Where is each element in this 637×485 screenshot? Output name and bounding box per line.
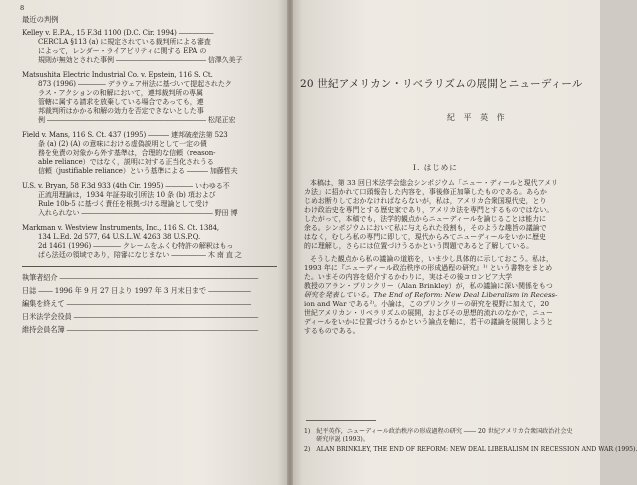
body-line: 研究を発表している。The End of Reform: New Deal Liberalism in Recess- — [304, 291, 558, 299]
case-line: Kelley v. E.P.A., 15 F.3d 1100 (D.C. Cir. 1994) ――――― — [22, 29, 214, 37]
body-line: 世紀アメリカン・リベラリズムの展開，およびその思想的流れのなかで，ニュー — [304, 309, 553, 317]
body-line: したがって，本稿でも，法学的観点からニューディールを論じることは能力に — [304, 215, 547, 223]
book-gutter — [287, 0, 293, 485]
body-line: た。いまその内容を紹介するかわりに，実はその後コロンビア大学 — [304, 273, 513, 281]
body-line: ディールをいかに位置づけうるかという論点を軸に，若干の議論を展開しようと — [304, 318, 554, 326]
case-line: CERCLA §113 (a) に規定されている裁判所による審査 — [38, 38, 211, 46]
case-line: 正流用理論は，1934 年証券取引所法 10 条 (b) 項および — [38, 191, 216, 199]
case-line: 2d 1461 (1996) ―――― クレームをふくむ特許の解釈はもっ — [38, 242, 234, 250]
case-line: 信頼（justifiable reliance）という基準による ――― 加藤哲夫 — [38, 167, 238, 175]
footnote-rule — [306, 420, 376, 421]
right-page — [290, 0, 637, 485]
author-name: 紀 平 英 作 — [447, 113, 508, 122]
case-line: U.S. v. Bryan, 58 F.3d 933 (4th Cir. 1995) ―――― いわゆる不 — [22, 182, 230, 190]
case-line: able reliance）ではなく，説明に対する正当化されうる — [38, 158, 214, 166]
body-line: 教授のアラン・ブリンクリー（Alan Brinkley）が，私の議論に深い関係をもつ — [304, 282, 553, 290]
footnote-line: 1) 紀平英作，ニューディール政治秩序の形成過程の研究 ―― 20 世紀アメリカ合衆国政治社会史 — [304, 428, 573, 435]
case-line: ぱら法廷の領域であり，陪審になじまない ――――― 木 南 直 之 — [38, 251, 242, 259]
case-line: Markman v. Westview Instruments, Inc., 116 S. Ct. 1384, — [22, 224, 220, 232]
case-line: ラス・アクションの和解において，連邦裁判所の専属 — [38, 89, 203, 97]
article-title: 20 世紀アメリカン・リベラリズムの展開とニューディール — [300, 78, 583, 90]
note-line: 維持会員名簿 ――――――――――――――――――――――――――― — [22, 325, 259, 334]
case-line: 入れられない ――――――――――――――――――― 野田 博 — [38, 209, 238, 217]
page-number: 8 — [20, 4, 25, 12]
body-line: じめお断りしておかなければならないが，私は，アメリカ合衆国現代史，とり — [304, 197, 547, 205]
note-line: 執筆者紹介 ―――――――――――――――――――――――――――― — [22, 273, 259, 282]
case-line: 134 L.Ed. 2d 577, 64 U.S.L.W. 4263 38 U.S.P.Q. — [38, 233, 201, 241]
left-page — [0, 0, 289, 485]
case-line: 条 (a) (2) (A) の意味における虚偽説明として一定の債 — [38, 140, 207, 148]
body-line: はなく，むしろ私の専門に即して，現代からみてニューディールをいかに歴史 — [304, 233, 546, 241]
body-line: そうした観点から私の議論の道筋を，いま少し具体的に示しておこう。私は， — [310, 255, 553, 263]
body-line: するものである。 — [304, 327, 360, 335]
case-line: 邦裁判所はかかる和解の効力を否定できないとした事 — [38, 107, 204, 115]
note-line: 編集を終えて ―――――――――――――――――――――――――― — [22, 299, 251, 308]
case-line: 規則が無効とされた事例 ――――――――――――― 信澤久美子 — [38, 56, 243, 64]
divider — [22, 266, 277, 267]
body-line: 1993 年に『ニューディール政治秩序の形成過程の研究』¹⁾ という書物をまとめ — [304, 264, 553, 272]
body-line: 本稿は，第 33 回日米法学会総会シンポジウム「ニュー・ディールと現代アメリ — [310, 179, 558, 187]
body-line: カ法」に招かれて口頭報告した内容を，事後修正加筆したものである。あらか — [304, 188, 547, 196]
body-line: 余る。シンポジウムにおいて私に与えられた役割も，そのような趣旨の議論で — [304, 224, 547, 232]
footnote-line: 研究序説 (1993)。 — [304, 436, 369, 443]
section-heading: I. はじめに — [413, 163, 458, 172]
body-line: ion and War である²⁾。小論は，このブリンクリーの研究を視野に加えて，20 — [304, 300, 550, 308]
case-line: によって，レンダー・ライアビリティに関する EPA の — [38, 47, 207, 55]
case-line: Matsushita Electric Industrial Co. v. Epstein, 116 S. Ct. — [22, 71, 213, 79]
footnote-line: 2) ALAN BRINKLEY, THE END OF REFORM: NEW DEAL LIBERALISM IN RECESSION AND WAR (1995). — [304, 446, 637, 453]
section-title: 最近の判例 — [22, 15, 59, 24]
case-line: 873 (1996) ―――― デラウェア州法に基づいて提起されたク — [38, 80, 232, 88]
note-line: 日米法学会役員 ―――――――――――――――――――――――――― — [22, 312, 259, 321]
body-line: わけ政治史を専門とする歴史家であり，アメリカ法を専門とするものではない。 — [304, 206, 554, 214]
case-line: Rule 10b-5 に基づく責任を根拠づける理論として受け — [38, 200, 209, 208]
body-line: 的に理解し，さらには位置づけうるかという問題であると了解している。 — [304, 242, 534, 250]
case-line: 例 ――――――――――――――――――――――― 松尾正宏 — [38, 116, 236, 124]
note-line: 日誌 ―― 1996 年 9 月 27 日より 1997 年 3 月末日まで ―――――― — [22, 286, 251, 295]
case-line: 務を免責の対象から外す基準は，合理的な信頼（reason- — [38, 149, 216, 157]
case-line: 管轄に属する請求を放棄している場合であっても，連 — [38, 98, 204, 106]
case-line: Field v. Mans, 116 S. Ct. 437 (1995) ――― 連邦破産法第 523 — [22, 131, 228, 139]
